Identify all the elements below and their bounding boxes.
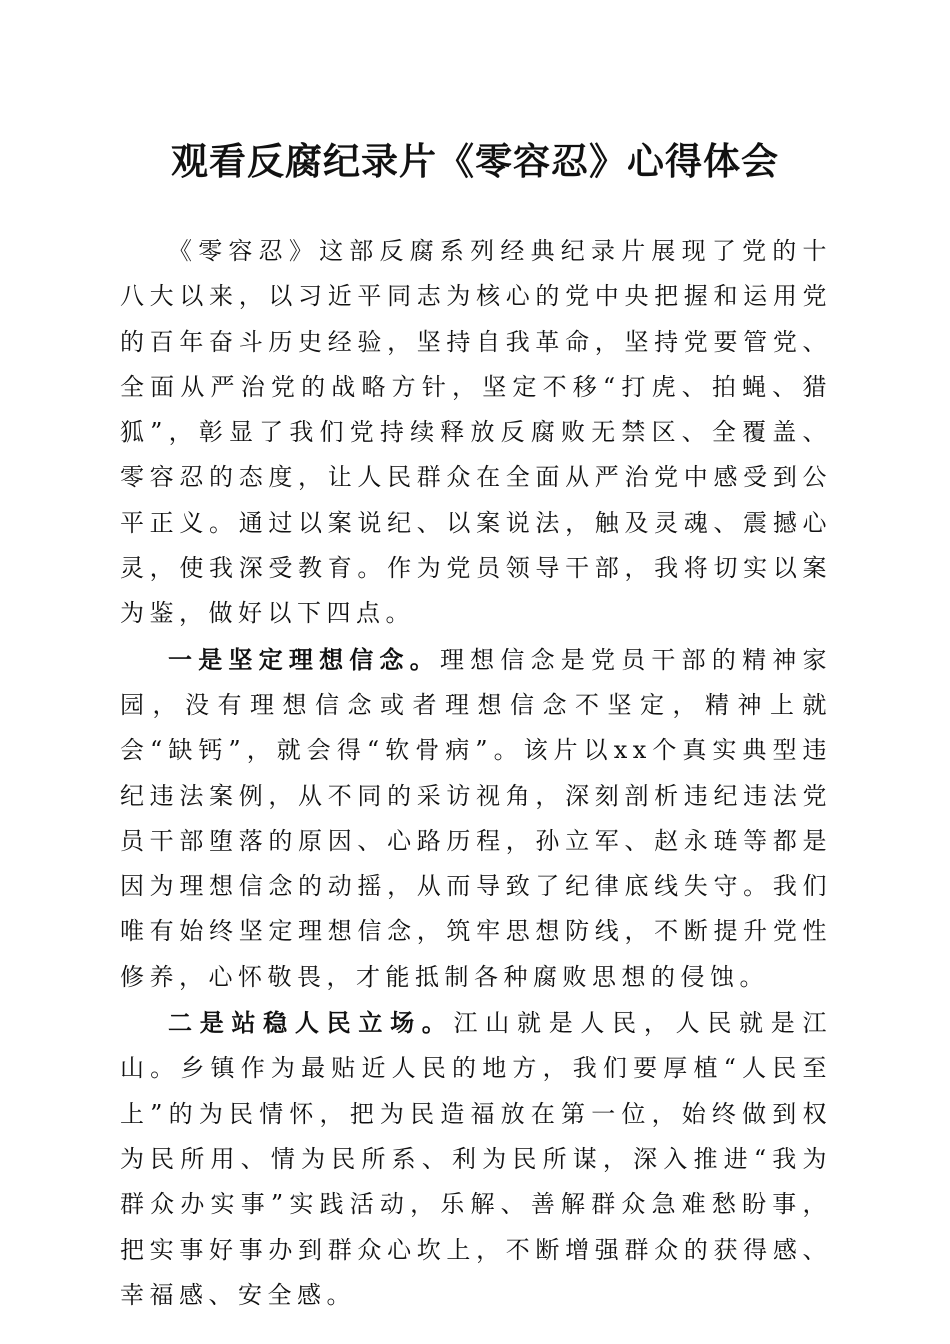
paragraph-lead: 二是站稳人民立场。 <box>168 1008 454 1038</box>
paragraph-intro <box>120 228 832 637</box>
paragraph-text: 《零容忍》这部反腐系列经典纪录片展现了党的十八大以来，以习近平同志为核心的党中央把握和运用党的百年奋斗历史经验，坚持自我革命，坚持党要管党、全面从严治党的战略方针，坚定不移“打虎、拍蝇、猎狐”，彰显了我们党持续释放反腐败无禁区、全覆盖、零容忍的态度，让人民群众在全面从严治党中感受到公平正义。通过以案说纪、以案说法，触及灵魂、震撼心灵，使我深受教育。作为党员领导干部，我将切实以案为鉴，做好以下四点。 <box>120 237 832 628</box>
document-title: 观看反腐纪录片《零容忍》心得体会 <box>171 139 779 183</box>
paragraph-text: 理想信念是党员干部的精神家园，没有理想信念或者理想信念不坚定，精神上就会“缺钙”，就会得“软骨病”。该片以xx个真实典型违纪违法案例，从不同的采访视角，深刻剖析违纪违法党员干部堕落的原因、心路历程，孙立军、赵永琏等都是因为理想信念的动摇，从而导致了纪律底线失守。我们唯有始终坚定理想信念，筑牢思想防线，不断提升党性修养，心怀敬畏，才能抵制各种腐败思想的侵蚀。 <box>120 645 833 991</box>
paragraph-point-one <box>120 637 832 1000</box>
paragraph-lead: 一是坚定理想信念。 <box>168 644 440 674</box>
paragraph-point-two <box>120 1000 832 1318</box>
document-body <box>120 228 832 1318</box>
paragraph-text: 江山就是人民，人民就是江山。乡镇作为最贴近人民的地方，我们要厚植“人民至上”的为民情怀，把为民造福放在第一位，始终做到权为民所用、情为民所系、利为民所谋，深入推进“我为群众办实事”实践活动，乐解、善解群众急难愁盼事，把实事好事办到群众心坎上，不断增强群众的获得感、幸福感、安全感。 <box>120 1009 833 1309</box>
